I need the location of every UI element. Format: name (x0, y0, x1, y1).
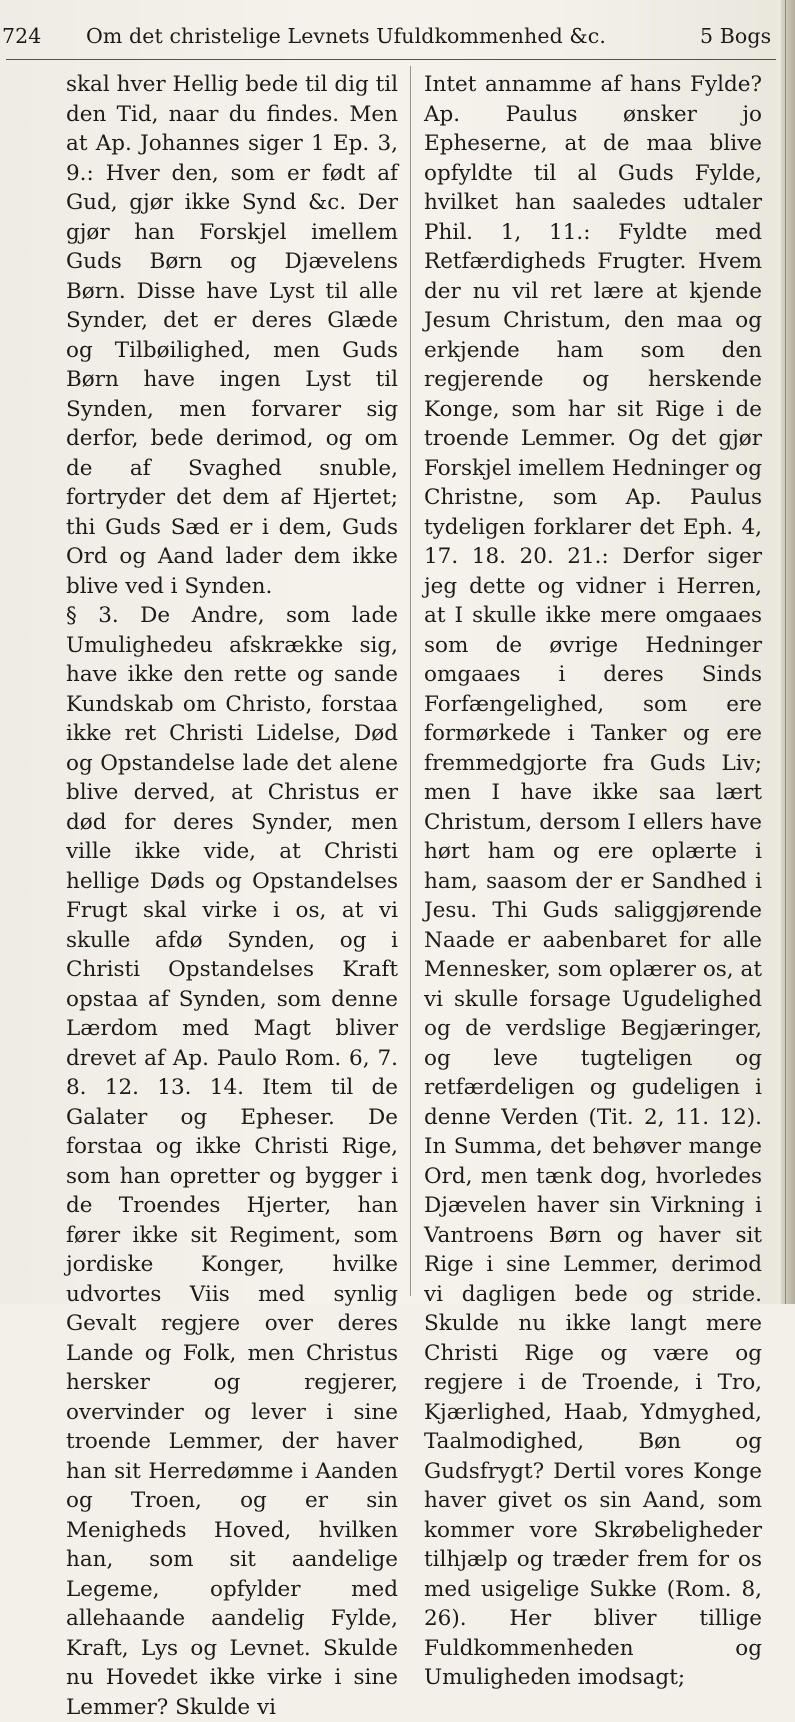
right-paragraph-1: Intet annamme af hans Fylde? Ap. Paulus ønsker jo Epheserne, at de maa blive opfyldte til al Guds Fylde, hvilket han saaledes udtaler Phil. 1, 11.: Fyldte med Retfærdigheds Frugter. Hvem der nu vil ret lære at kjende Jesum Christum, den maa og erkjende ham som den regjerende og herskende Konge, som har sit Rige i de troende Lemmer. Og det gjør Forskjel imellem Hedninger og Christne, som Ap. Paulus tydeligen forklarer det Eph. 4, 17. 18. 20. 21.: Derfor siger jeg dette og vidner i Herren, at I skulle ikke mere omgaaes som de øvrige Hedninger omgaaes i deres Sinds Forfængelighed, som ere formørkede i Tanker og ere fremmedgjorte fra Guds Liv; men I have ikke saa lært Christum, dersom I ellers have hørt ham og ere oplærte i ham, saasom der er Sandhed i Jesu. Thi Guds saliggjørende Naade er aabenbaret for alle Mennesker, som oplærer os, at vi skulle forsage Ugudelighed og de verdslige Begjæringer, og leve tugteligen og retfærdeligen og gudeligen i denne Verden (Tit. 2, 11. 12). In Summa, det behøver mange Ord, men tænk dog, hvorledes Djævelen haver sin Virkning i Vantroens Børn og haver sit Rige i sine Lemmer, derimod vi dagligen bede og stride. Skulde nu ikke langt mere Christi Rige og være og regjere i de Troende, i Tro, Kjærlighed, Haab, Ydmyghed, Taalmodighed, Bøn og Gudsfrygt? Dertil vores Konge haver givet os sin Aand, som kommer vore Skrøbeligheder tilhjælp og træder frem for os med usigelige Sukke (Rom. 8, 26). Her bliver tillige Fuldkommenheden og Umuligheden imodsagt; (424, 72, 762, 1690)
left-column (66, 70, 398, 1722)
right-column (424, 70, 762, 1693)
page-edge (781, 0, 795, 1304)
left-paragraph-2: § 3. De Andre, som lade Umulighedeu afskrække sig, have ikke den rette og sande Kundskab om Christo, forstaa ikke ret Christi Lidelse, Død og Opstandelse lade det alene blive derved, at Christus er død for deres Synder, men ville ikke vide, at Christi hellige Døds og Opstandelses Frugt skal virke i os, at vi skulle afdø Synden, og i Christi Opstandelses Kraft opstaa af Synden, som denne Lærdom med Magt bliver drevet af Ap. Paulo Rom. 6, 7. 8. 12. 13. 14. Item til de Galater og Epheser. De forstaa og ikke Christi Rige, som han opretter og bygger i de Troendes Hjerter, han fører ikke sit Regiment, som jordiske Konger, hvilke udvortes Viis med synlig Gevalt regjere over deres Lande og Folk, men Christus hersker og regjerer, overvinder og lever i sine troende Lemmer, der haver han sit Herredømme i Aanden og Troen, og er sin Menigheds Hoved, hvilken han, som sit aandelige Legeme, opfylder med allehaande aandelig Fylde, Kraft, Lys og Levnet. Skulde nu Hovedet ikke virke i sine Lemmer? Skulde vi (66, 603, 398, 1720)
column-divider (410, 66, 411, 1296)
page-number: 724 (2, 24, 42, 48)
left-paragraph-1: skal hver Hellig bede til dig til den Tid, naar du findes. Men at Ap. Johannes siger 1 Ep. 3, 9.: Hver den, som er født af Gud, gjør ikke Synd &c. Der gjør han Forskjel imellem Guds Børn og Djævelens Børn. Disse have Lyst til alle Synder, det er deres Glæde og Tilbøilighed, men Guds Børn have ingen Lyst til Synden, men forvarer sig derfor, bede derimod, og om de af Svaghed snuble, fortryder det dem af Hjertet; thi Guds Sæd er i dem, Guds Ord og Aand lader dem ikke blive ved i Synden. (66, 72, 398, 599)
gathering-mark: 5 Bogs (700, 24, 772, 48)
page-header (0, 18, 780, 54)
page-edge-line (785, 0, 786, 1304)
header-rule (6, 59, 776, 60)
running-title: Om det christelige Levnets Ufuldkommenhed &c. (86, 24, 606, 48)
